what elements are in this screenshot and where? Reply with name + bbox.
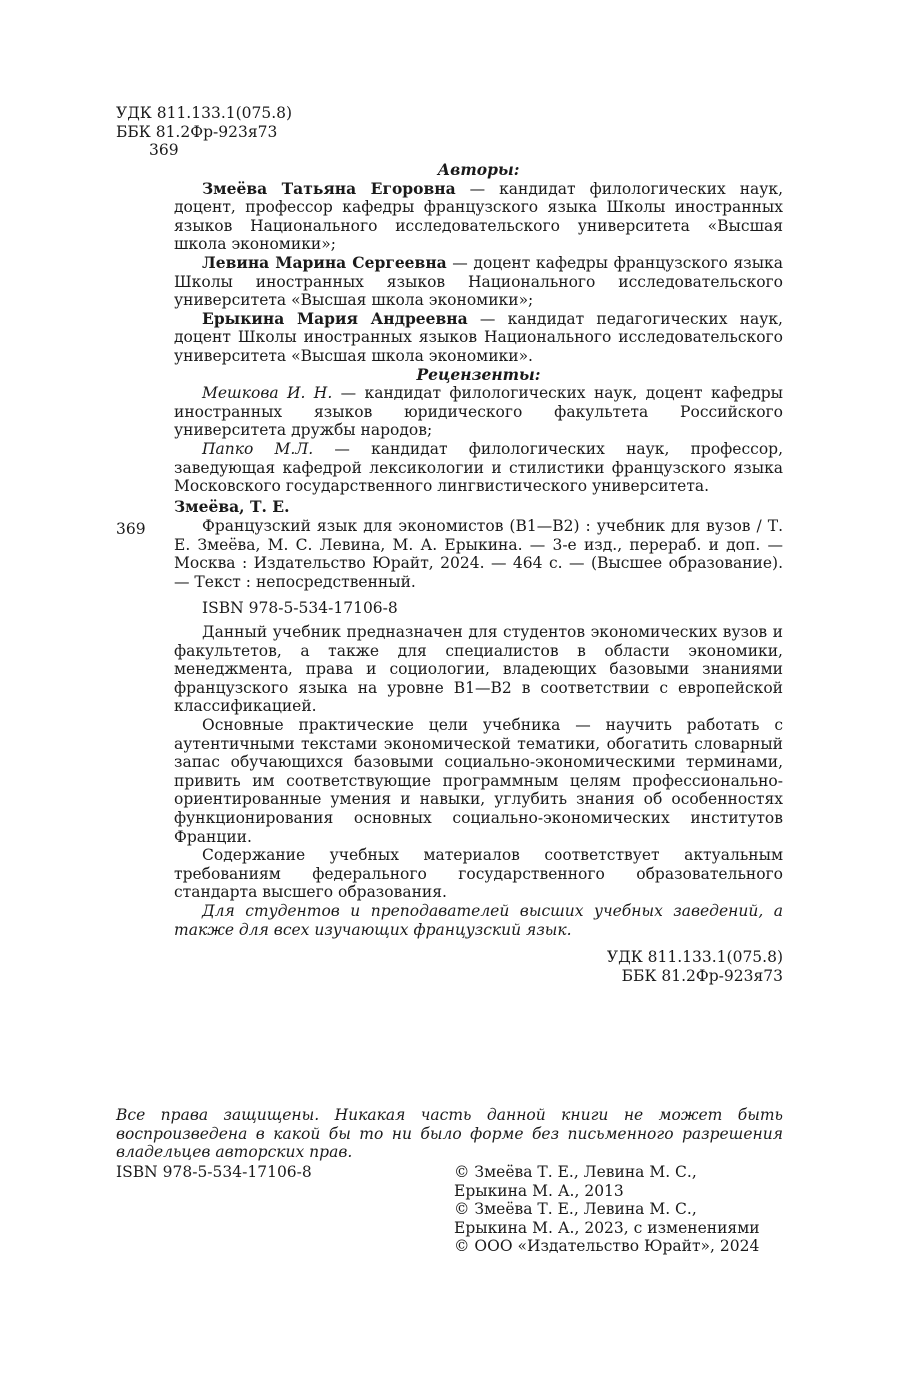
reviewers-heading: Рецензенты: xyxy=(416,364,541,384)
copyright-line: Ерыкина М. А., 2023, с изменениями xyxy=(454,1218,760,1237)
author-entry xyxy=(174,180,783,254)
bib-description: Французский язык для экономистов (B1—B2) : учебник для вузов / Т. Е. Змеёва, М. С. Левина, М. А. Ерыкина. — 3-е изд., перераб. и доп. — Москва : Издательство Юрайт, 2024. — 464 с. — (Высшее образование). — Текст : непосредственный. xyxy=(174,517,783,591)
annotation-paragraph: Содержание учебных материалов соответствует актуальным требованиям федерального государственного образовательного стандарта высшего образования. xyxy=(174,846,783,902)
rights-notice: Все права защищены. Никакая часть данной книги не может быть воспроизведена в какой бы то ни было форме без письменного разрешения владельцев авторских прав. xyxy=(116,1106,783,1162)
annotation-bbk: ББК 81.2Фр-923я73 xyxy=(621,966,783,985)
author-entry xyxy=(174,310,783,366)
copyright-line: © Змеёва Т. Е., Левина М. С., xyxy=(454,1163,697,1181)
copyright-line: © ООО «Издательство Юрайт», 2024 xyxy=(454,1237,760,1256)
author-name: Ерыкина Мария Андреевна xyxy=(202,308,468,328)
bottom-isbn: ISBN 978-5-534-17106-8 xyxy=(116,1163,312,1181)
copyright-line: © Змеёва Т. Е., Левина М. С., xyxy=(454,1200,697,1219)
author-name: Левина Марина Сергеевна xyxy=(202,252,447,272)
annotation-paragraph: Основные практические цели учебника — научить работать с аутентичными текстами экономической тематики, обогатить словарный запас обучающихся базовыми социально-экономическими терминами, привить им соответствующие программным целям профессионально-ориентированные умения и навыки, углубить знания об особенностях функционирования основных социально-экономических институтов Франции. xyxy=(174,715,783,846)
bib-record xyxy=(174,517,783,618)
author-desc: — доцент кафедры французского языка Школы иностранных языков Национального исследовательского университета «Высшая школа экономики»; xyxy=(174,253,783,310)
reviewer-name: Папко М.Л. xyxy=(202,439,314,458)
author-code: 369 xyxy=(149,141,179,160)
authors-heading: Авторы: xyxy=(437,160,520,179)
copyright-line: Ерыкина М. А., 2013 xyxy=(454,1181,624,1200)
reviewer-entry xyxy=(174,384,783,440)
author-desc: — кандидат филологических наук, доцент, профессор кафедры французского языка Школы иностранных языков Национального исследовательского университета «Высшая школа экономики»; xyxy=(174,179,784,254)
bbk-code: ББК 81.2Фр-923я73 xyxy=(116,122,278,141)
bib-author: Змеёва, Т. Е. xyxy=(174,497,290,516)
reviewer-desc: — кандидат филологических наук, доцент кафедры иностранных языков юридического факультета Российского университета дружбы народов; xyxy=(174,384,783,440)
author-desc: — кандидат педагогических наук, доцент Школы иностранных языков Национального исследовательского университета «Высшая школа экономики». xyxy=(174,309,783,365)
bib-isbn: ISBN 978-5-534-17106-8 xyxy=(202,599,398,618)
author-entry xyxy=(174,254,783,310)
annotation-udk: УДК 811.133.1(075.8) xyxy=(606,948,783,967)
authors-section xyxy=(174,161,783,496)
copyright-block xyxy=(454,1163,784,1256)
reviewer-desc: — кандидат филологических наук, профессор, заведующая кафедрой лексикологии и стилистики французского языка Московского государственного лингвистического университета. xyxy=(174,439,784,496)
author-name: Змеёва Татьяна Егоровна xyxy=(202,178,456,198)
reviewer-name: Мешкова И. Н. xyxy=(202,384,333,403)
udk-code: УДК 811.133.1(075.8) xyxy=(116,104,293,122)
annotation xyxy=(174,623,783,985)
header-block xyxy=(116,104,416,160)
annotation-audience: Для студентов и преподавателей высших учебных заведений, а также для всех изучающих французский язык. xyxy=(174,901,783,939)
reviewer-entry xyxy=(174,440,783,496)
annotation-paragraph: Данный учебник предназначен для студентов экономических вузов и факультетов, а также для специалистов в области экономики, менеджмента, права и социологии, владеющих базовыми знаниями французского языка на уровне B1—B2 в соответствии с европейской классификацией. xyxy=(174,623,783,716)
bib-code: 369 xyxy=(116,520,146,538)
